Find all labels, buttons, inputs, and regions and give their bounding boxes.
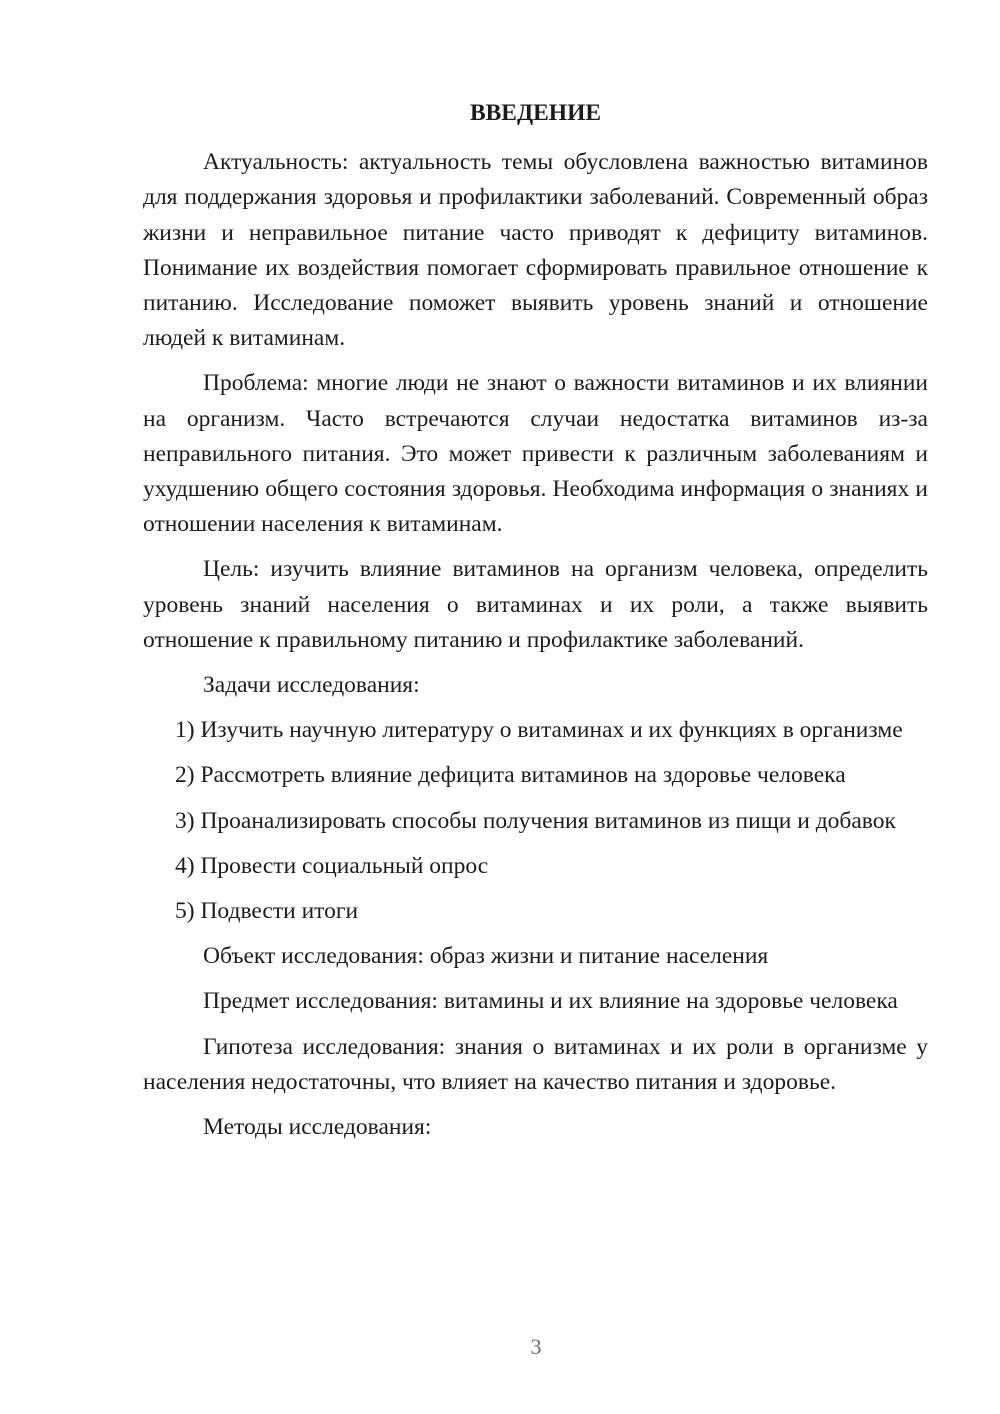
- task-item-2: 2) Рассмотреть влияние дефицита витаминов на здоровье человека: [175, 762, 846, 789]
- object-paragraph: Объект исследования: образ жизни и питание населения: [203, 943, 769, 970]
- section-title: ВВЕДЕНИЕ: [469, 100, 602, 126]
- goal-paragraph: Цель: изучить влияние витаминов на организм человека, определить уровень знаний населения о витаминах и их роли, а также выявить отношение к правильному питанию и профилактике заболеваний.: [143, 556, 928, 653]
- task-item-3: 3) Проанализировать способы получения витаминов из пищи и добавок: [175, 807, 896, 834]
- task-item-5: 5) Подвести итоги: [175, 898, 359, 925]
- page-number: 3: [530, 1334, 542, 1359]
- problem-paragraph: Проблема: многие люди не знают о важности витаминов и их влиянии на организм. Часто встречаются случаи недостатка витаминов из-за неправильного питания. Это может привести к различным заболеваниям и ухудшению общего состояния здоровья. Необходима информация о знаниях и отношении населения к витаминам.: [143, 370, 928, 538]
- task-item-1: 1) Изучить научную литературу о витаминах и их функциях в организме: [175, 717, 903, 744]
- methods-heading: Методы исследования:: [203, 1114, 432, 1141]
- hypothesis-paragraph: Гипотеза исследования: знания о витаминах и их роли в организме у населения недостаточны, что влияет на качество питания и здоровье.: [143, 1033, 928, 1095]
- document-page: [143, 96, 928, 1145]
- subject-paragraph: Предмет исследования: витамины и их влияние на здоровье человека: [203, 988, 898, 1015]
- task-item-4: 4) Провести социальный опрос: [175, 852, 489, 879]
- relevance-paragraph: Актуальность: актуальность темы обусловлена важностью витаминов для поддержания здоровья и профилактики заболеваний. Современный образ жизни и неправильное питание часто приводят к дефициту витаминов. Понимание их воздействия помогает сформировать правильное отношение к питанию. Исследование поможет выявить уровень знаний и отношение людей к витаминам.: [143, 149, 928, 352]
- tasks-heading: Задачи исследования:: [203, 672, 420, 699]
